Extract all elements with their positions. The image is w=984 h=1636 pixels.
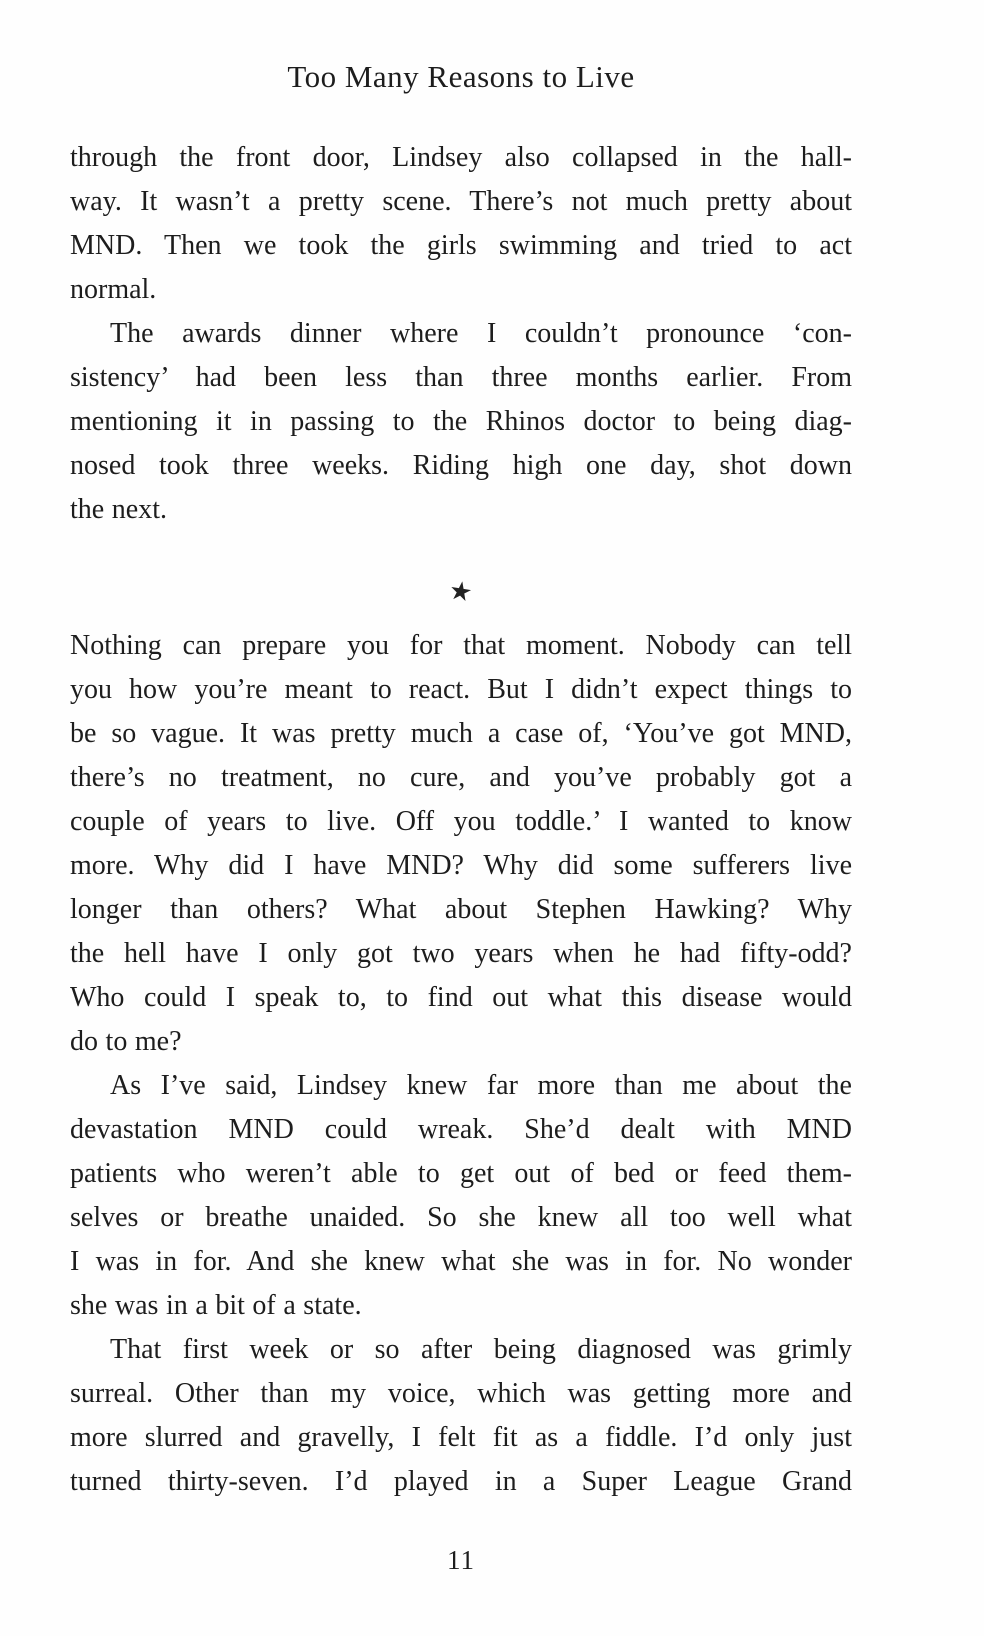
text-line: she was in a bit of a state. <box>70 1290 362 1321</box>
page-body <box>70 136 852 1504</box>
text-line: normal. <box>70 274 157 305</box>
section-break <box>70 575 852 608</box>
text-line: through the front door, Lindsey also collapsed in the hall- <box>70 142 852 173</box>
text-line: MND. Then we took the girls swimming and tried to act <box>70 230 852 261</box>
text-line: more. Why did I have MND? Why did some sufferers live <box>70 850 852 881</box>
paragraph <box>70 1328 852 1504</box>
text-line: patients who weren’t able to get out of bed or feed them- <box>70 1158 852 1189</box>
text-line: Who could I speak to, to find out what this disease would <box>70 982 852 1013</box>
paragraph <box>70 312 852 532</box>
text-line: way. It wasn’t a pretty scene. There’s not much pretty about <box>70 186 852 217</box>
page-number: 11 <box>447 1545 475 1575</box>
paragraph <box>70 624 852 1064</box>
text-line: do to me? <box>70 1026 182 1057</box>
text-line: selves or breathe unaided. So she knew all too well what <box>70 1202 852 1233</box>
text-line: That first week or so after being diagnosed was grimly <box>110 1334 852 1365</box>
text-line: the next. <box>70 494 167 525</box>
text-line: nosed took three weeks. Riding high one day, shot down <box>70 450 852 481</box>
text-line: surreal. Other than my voice, which was getting more and <box>70 1378 852 1409</box>
text-line: couple of years to live. Off you toddle.’ I wanted to know <box>70 806 852 837</box>
text-line: The awards dinner where I couldn’t pronounce ‘con- <box>110 318 852 349</box>
text-line: there’s no treatment, no cure, and you’ve probably got a <box>70 762 852 793</box>
text-line: devastation MND could wreak. She’d dealt with MND <box>70 1114 852 1145</box>
section-break-star-icon: ★ <box>447 575 475 608</box>
text-line: turned thirty-seven. I’d played in a Super League Grand <box>70 1466 852 1497</box>
text-line: As I’ve said, Lindsey knew far more than me about the <box>110 1070 852 1101</box>
text-line: the hell have I only got two years when he had fifty-odd? <box>70 938 852 969</box>
text-line: be so vague. It was pretty much a case of, ‘You’ve got MND, <box>70 718 852 749</box>
text-line: you how you’re meant to react. But I didn’t expect things to <box>70 674 852 705</box>
paragraph <box>70 136 852 312</box>
text-column <box>70 0 852 1580</box>
text-line: longer than others? What about Stephen Hawking? Why <box>70 894 852 925</box>
text-line: I was in for. And she knew what she was in for. No wonder <box>70 1246 852 1277</box>
text-line: Nothing can prepare you for that moment. Nobody can tell <box>70 630 852 661</box>
text-line: sistency’ had been less than three months earlier. From <box>70 362 852 393</box>
running-header: Too Many Reasons to Live <box>287 59 635 94</box>
text-line: more slurred and gravelly, I felt fit as a fiddle. I’d only just <box>70 1422 852 1453</box>
text-line: mentioning it in passing to the Rhinos doctor to being diag- <box>70 406 852 437</box>
paragraph <box>70 1064 852 1328</box>
